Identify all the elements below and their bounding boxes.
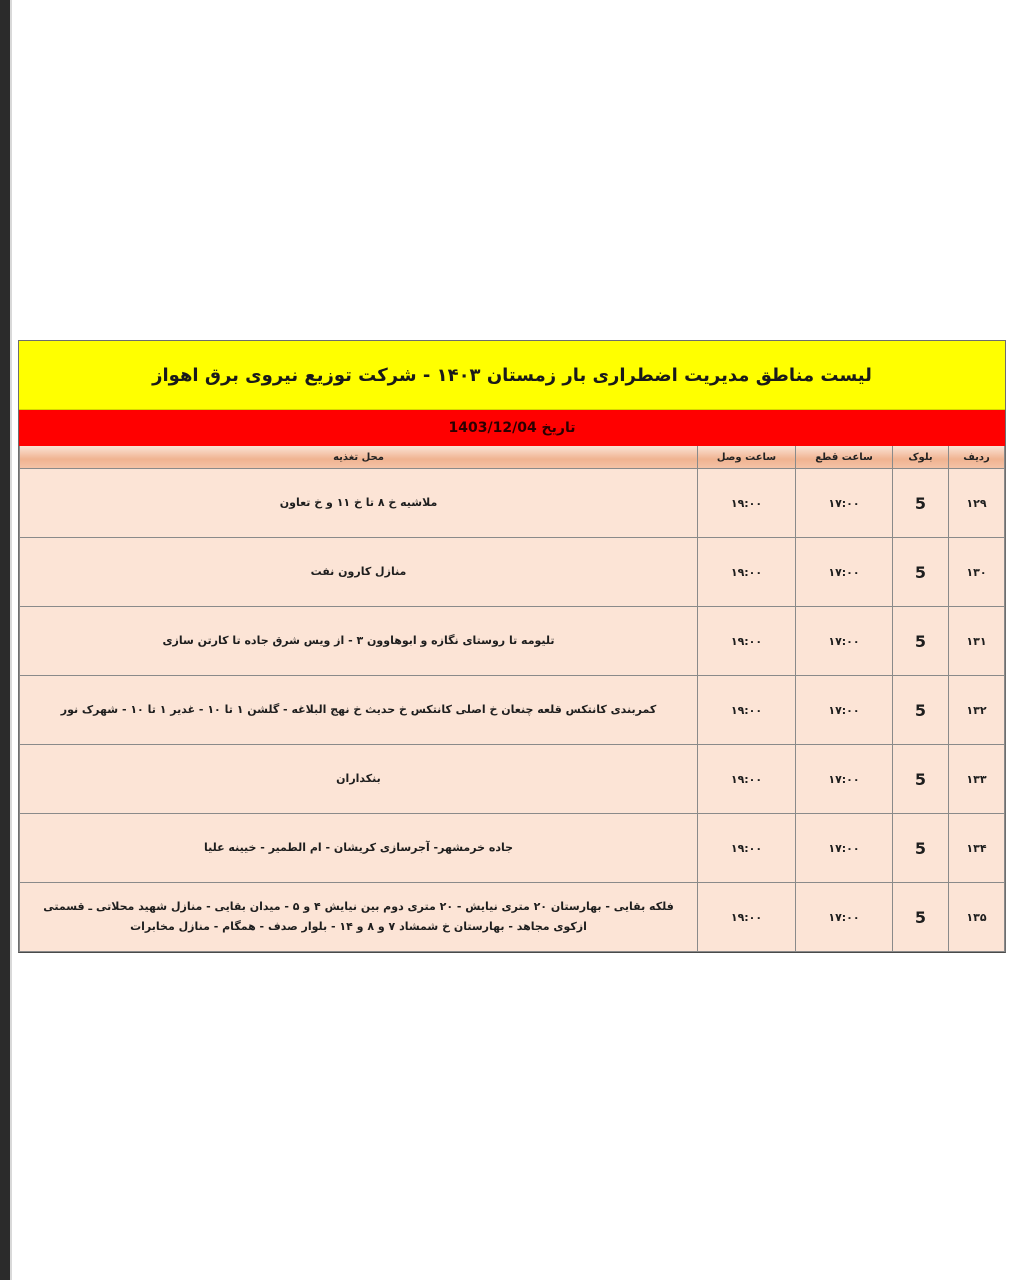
block-cell: 5 xyxy=(893,814,949,883)
area-cell: جاده خرمشهر- آجرسازی کریشان - ام الطمیر - خیینه علیا xyxy=(20,814,698,883)
area-cell: بنکداران xyxy=(20,745,698,814)
block-cell: 5 xyxy=(893,745,949,814)
screen-left-border xyxy=(0,0,10,1280)
connect-time-cell: ۱۹:۰۰ xyxy=(698,745,796,814)
connect-time-cell: ۱۹:۰۰ xyxy=(698,814,796,883)
date-banner: تاریخ 1403/12/04 xyxy=(19,410,1005,446)
table-row xyxy=(20,814,1005,883)
block-cell: 5 xyxy=(893,676,949,745)
header-area: محل تغذیه xyxy=(20,446,698,469)
cut-time-cell: ۱۷:۰۰ xyxy=(796,676,893,745)
cut-time-cell: ۱۷:۰۰ xyxy=(796,814,893,883)
outage-table xyxy=(19,446,1005,952)
row-number-cell: ۱۳۲ xyxy=(949,676,1005,745)
table-row xyxy=(20,676,1005,745)
row-number-cell: ۱۲۹ xyxy=(949,469,1005,538)
table-row xyxy=(20,469,1005,538)
area-cell: فلکه بقایی - بهارستان ۲۰ متری نیایش - ۲۰ متری دوم بین نیایش ۴ و ۵ - میدان بقایی - منازل شهید محلاتی ـ قسمتی ازکوی مجاهد - بهارستان خ شمشاد ۷ و ۸ و ۱۴ - بلوار صدف - همگام - منازل مخابرات xyxy=(20,883,698,952)
row-number-cell: ۱۳۵ xyxy=(949,883,1005,952)
cut-time-cell: ۱۷:۰۰ xyxy=(796,883,893,952)
block-cell: 5 xyxy=(893,469,949,538)
document-title: لیست مناطق مدیریت اضطراری بار زمستان ۱۴۰۳ - شرکت توزیع نیروی برق اهواز xyxy=(19,341,1005,410)
cut-time-cell: ۱۷:۰۰ xyxy=(796,607,893,676)
row-number-cell: ۱۳۳ xyxy=(949,745,1005,814)
cut-time-cell: ۱۷:۰۰ xyxy=(796,538,893,607)
screen-left-edge xyxy=(10,0,12,1280)
table-row xyxy=(20,745,1005,814)
area-cell: تلیومه تا روستای نگازه و ابوهاوون ۳ - از ویس شرق جاده تا کارتن سازی xyxy=(20,607,698,676)
block-cell: 5 xyxy=(893,883,949,952)
connect-time-cell: ۱۹:۰۰ xyxy=(698,538,796,607)
cut-time-cell: ۱۷:۰۰ xyxy=(796,745,893,814)
connect-time-cell: ۱۹:۰۰ xyxy=(698,469,796,538)
area-cell: کمربندی کانتکس قلعه چنعان خ اصلی کانتکس خ حدیث خ نهج البلاغه - گلشن ۱ تا ۱۰ - غدیر ۱ تا ۱۰ - شهرک نور xyxy=(20,676,698,745)
header-row-number: ردیف xyxy=(949,446,1005,469)
row-number-cell: ۱۳۰ xyxy=(949,538,1005,607)
block-cell: 5 xyxy=(893,607,949,676)
schedule-sheet xyxy=(18,340,1006,953)
row-number-cell: ۱۳۴ xyxy=(949,814,1005,883)
row-number-cell: ۱۳۱ xyxy=(949,607,1005,676)
connect-time-cell: ۱۹:۰۰ xyxy=(698,676,796,745)
table-row xyxy=(20,883,1005,952)
cut-time-cell: ۱۷:۰۰ xyxy=(796,469,893,538)
area-cell: منازل کارون نفت xyxy=(20,538,698,607)
table-header-row xyxy=(20,446,1005,469)
header-connect-time: ساعت وصل xyxy=(698,446,796,469)
table-row xyxy=(20,607,1005,676)
header-cut-time: ساعت قطع xyxy=(796,446,893,469)
header-block: بلوک xyxy=(893,446,949,469)
area-cell: ملاشیه خ ۸ تا خ ۱۱ و خ تعاون xyxy=(20,469,698,538)
connect-time-cell: ۱۹:۰۰ xyxy=(698,607,796,676)
connect-time-cell: ۱۹:۰۰ xyxy=(698,883,796,952)
block-cell: 5 xyxy=(893,538,949,607)
table-row xyxy=(20,538,1005,607)
